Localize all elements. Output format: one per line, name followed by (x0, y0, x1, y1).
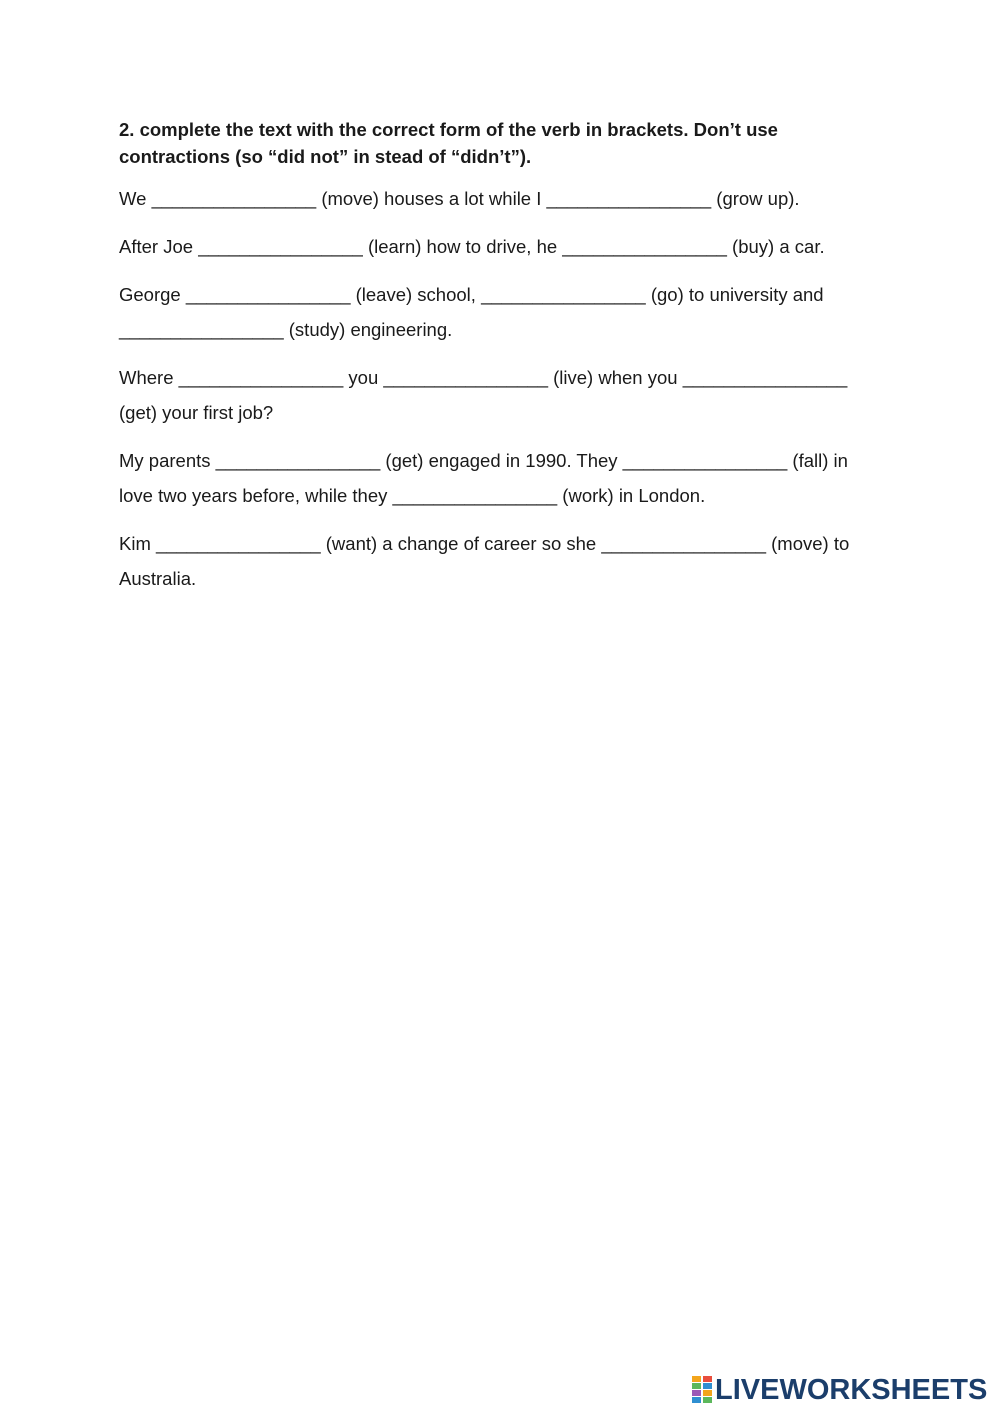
sentence-text: Where (119, 367, 179, 388)
sentence-text: (learn) how to drive, he (362, 236, 563, 257)
sentence-text: (go) to university and (645, 284, 824, 305)
answer-blank[interactable]: ________________ (546, 188, 712, 209)
liveworksheets-logo (692, 1372, 987, 1408)
exercise-sentence-2 (119, 229, 879, 264)
liveworksheets-logo-icon (692, 1376, 712, 1404)
sentence-text: George (119, 284, 186, 305)
sentence-text: (move) to Australia. (119, 533, 850, 589)
sentence-text: After Joe (119, 236, 199, 257)
liveworksheets-logo-text: LIVEWORKSHEETS (715, 1374, 988, 1406)
sentence-text: (buy) a car. (726, 236, 825, 257)
answer-blank[interactable]: ________________ (682, 367, 848, 388)
sentence-text: (fall) in love two years before, while they (119, 450, 848, 506)
sentence-text: We (119, 188, 152, 209)
answer-blank[interactable]: ________________ (151, 188, 317, 209)
answer-blank[interactable]: ________________ (198, 236, 363, 257)
answer-blank[interactable]: ________________ (622, 450, 788, 471)
sentence-text: (want) a change of career so she (320, 533, 602, 554)
answer-blank[interactable]: ________________ (178, 367, 344, 388)
exercise-sentence-5 (119, 443, 879, 513)
answer-blank[interactable]: ________________ (215, 450, 381, 471)
sentence-text: (get) your first job? (119, 402, 274, 423)
sentence-text: (work) in London. (557, 485, 706, 506)
exercise-instruction: 2. complete the text with the correct form of the verb in brackets. Don’t use contractions (so “did not” in stead of “didn’t”). (119, 119, 778, 167)
answer-blank[interactable]: ________________ (119, 319, 284, 340)
answer-blank[interactable]: ________________ (185, 284, 351, 305)
answer-blank[interactable]: ________________ (383, 367, 548, 388)
sentence-text: Kim (119, 533, 156, 554)
sentence-text: (grow up). (711, 188, 800, 209)
sentence-text: (study) engineering. (283, 319, 453, 340)
answer-blank[interactable]: ________________ (601, 533, 766, 554)
sentence-text: (get) engaged in 1990. They (380, 450, 623, 471)
sentence-text: (live) when you (548, 367, 683, 388)
exercise-sentence-1 (119, 181, 879, 216)
worksheet-content (119, 116, 879, 609)
sentence-text: you (343, 367, 384, 388)
exercise-sentence-4 (119, 360, 879, 430)
answer-blank[interactable]: ________________ (481, 284, 646, 305)
sentence-text: (leave) school, (350, 284, 482, 305)
sentence-text: (move) houses a lot while I (316, 188, 547, 209)
answer-blank[interactable]: ________________ (562, 236, 727, 257)
exercise-sentence-6 (119, 526, 879, 596)
answer-blank[interactable]: ________________ (392, 485, 558, 506)
exercise-sentence-3 (119, 277, 879, 347)
answer-blank[interactable]: ________________ (156, 533, 321, 554)
sentence-text: My parents (119, 450, 216, 471)
